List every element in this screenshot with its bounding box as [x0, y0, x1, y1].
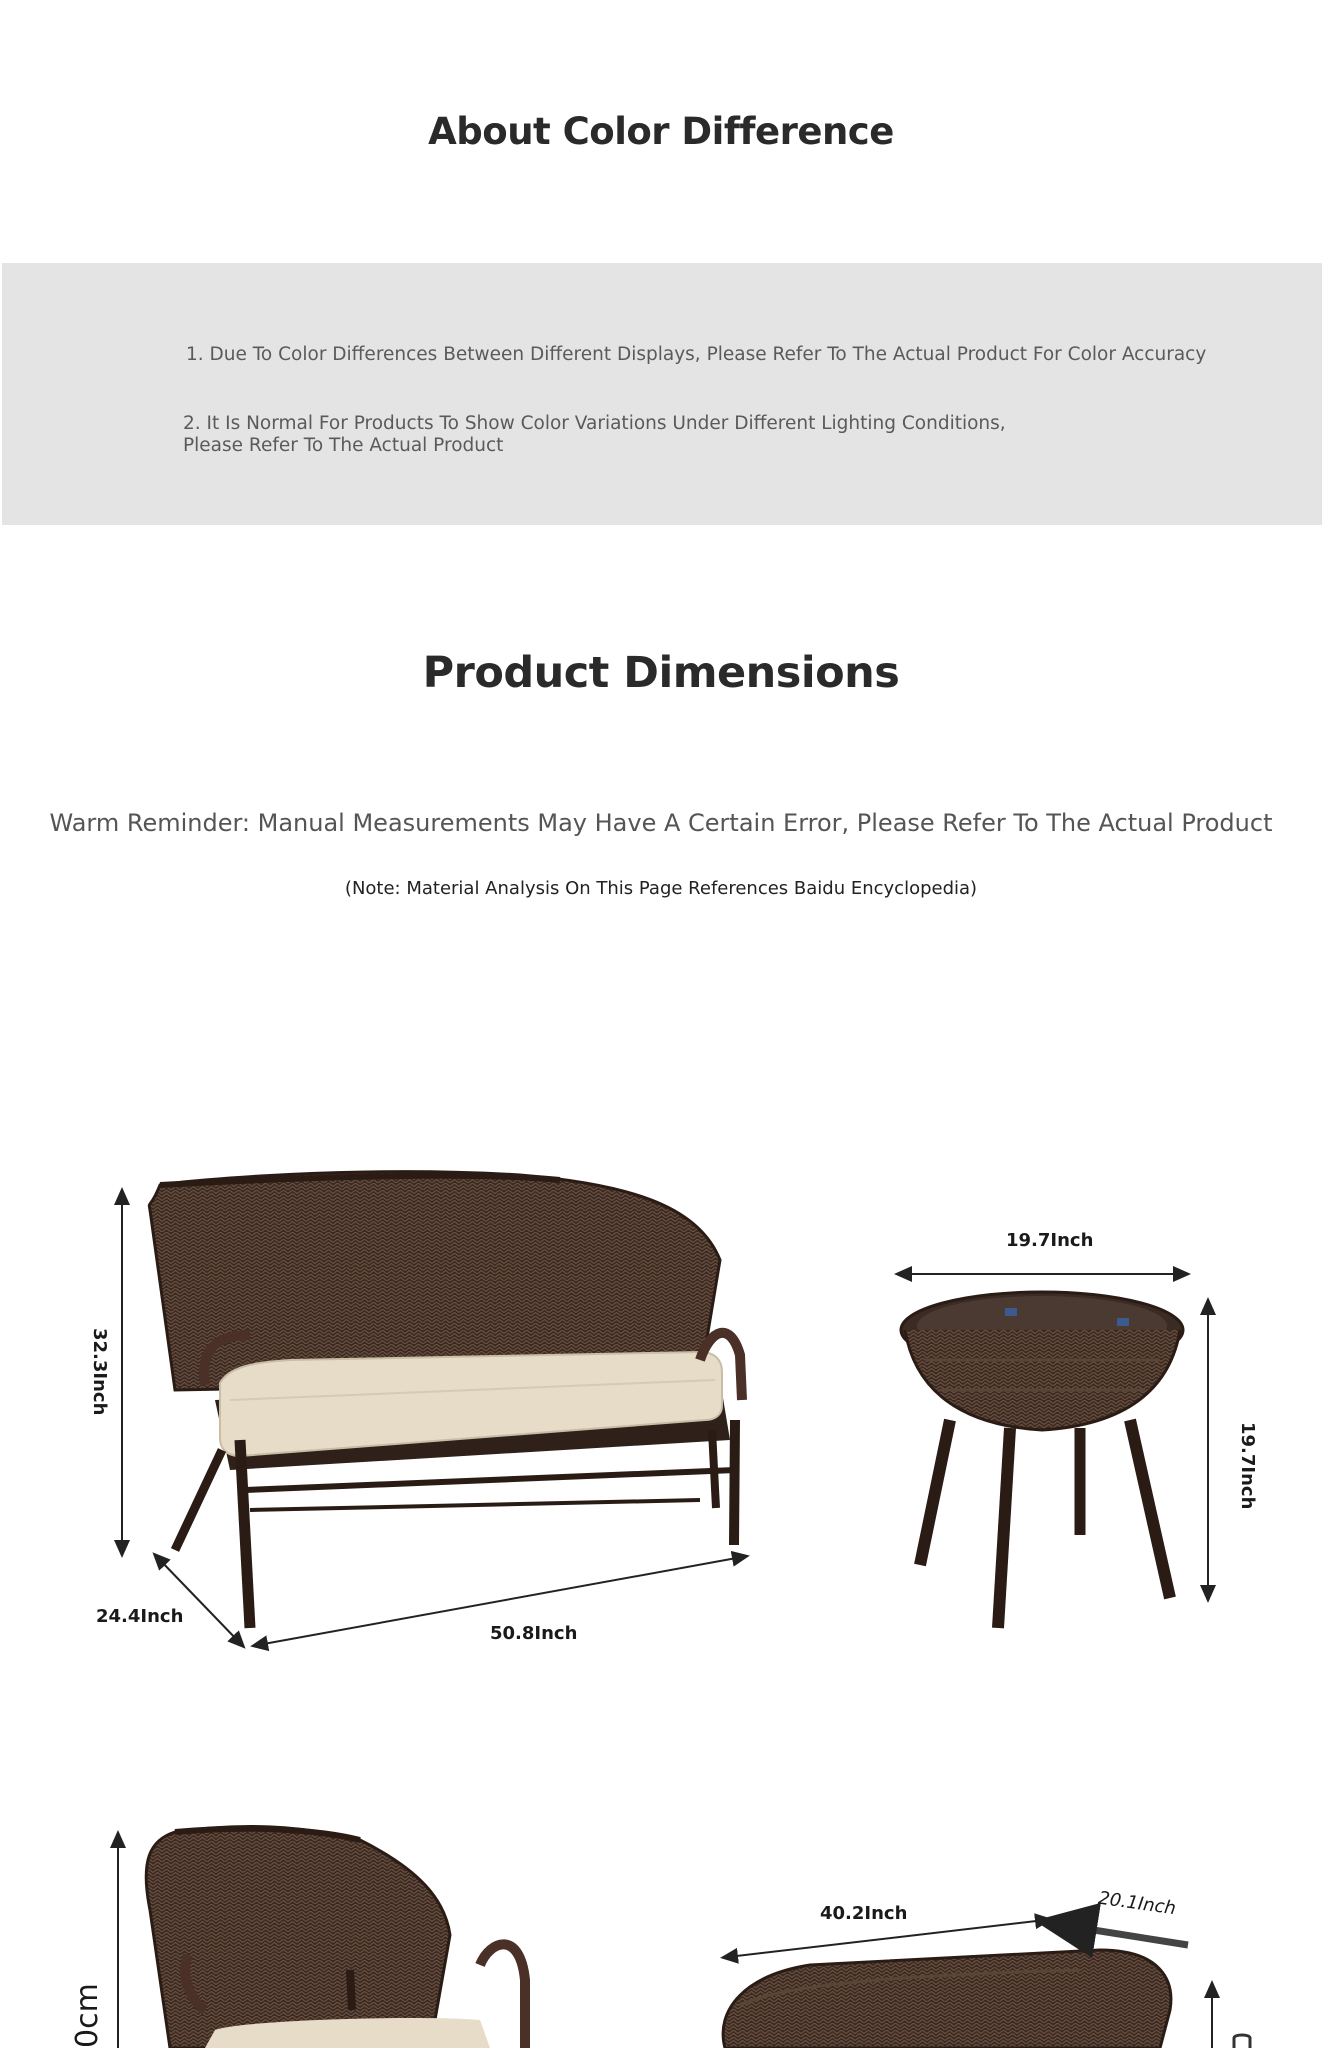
- side-table-diameter-label: 19.7Inch: [1006, 1230, 1094, 1251]
- coffee-table-width-label: 20.1Inch: [1096, 1887, 1178, 1920]
- sofa-height-label: 32.3Inch: [89, 1328, 110, 1416]
- color-note-1: 1. Due To Color Differences Between Different Displays, Please Refer To The Actual Product For Color Accuracy: [186, 344, 1207, 365]
- measurement-reminder: Warm Reminder: Manual Measurements May Have A Certain Error, Please Refer To The Actual Product: [49, 809, 1273, 837]
- material-note: (Note: Material Analysis On This Page References Baidu Encyclopedia): [344, 878, 978, 899]
- sofa-depth-label: 24.4Inch: [96, 1606, 184, 1627]
- sofa-width-label: 50.8Inch: [490, 1623, 578, 1644]
- color-note-2: 2. It Is Normal For Products To Show Color Variations Under Different Lighting Conditions, Please Refer To The Actual Product: [183, 413, 1006, 456]
- color-difference-title: About Color Difference: [428, 110, 894, 153]
- chair-illustration: [118, 1827, 525, 2048]
- coffee-table-length-label: 40.2Inch: [820, 1903, 908, 1924]
- chair-height-label: 0cm: [70, 1983, 105, 2048]
- side-table-height-label: 19.7Inch: [1237, 1422, 1258, 1510]
- product-dimensions-title: Product Dimensions: [422, 648, 900, 698]
- side-table-illustration: [901, 1274, 1208, 1628]
- coffee-table-illustration: [723, 1920, 1250, 2048]
- sofa-illustration: [122, 1172, 742, 1645]
